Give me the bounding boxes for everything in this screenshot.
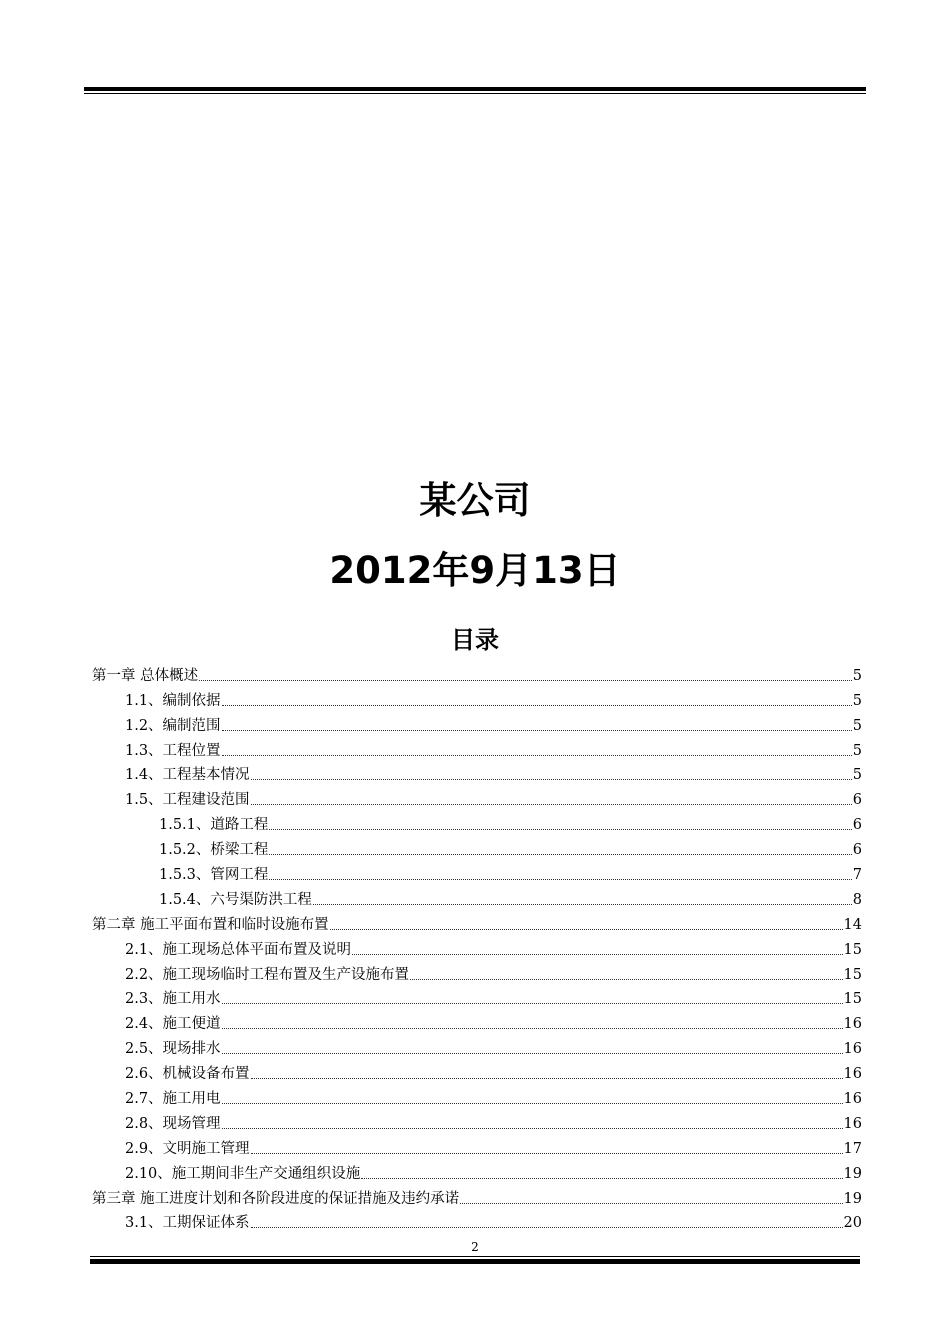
toc-entry-text: 2.4、施工便道	[125, 1016, 221, 1033]
toc-entry-page: 19	[843, 1165, 862, 1182]
toc-entry-page: 20	[843, 1215, 862, 1232]
toc-entry-page: 17	[843, 1140, 862, 1157]
toc-entry-page: 16	[843, 1041, 862, 1058]
toc-entry[interactable]	[92, 735, 862, 760]
toc-entry-page: 6	[852, 792, 862, 809]
toc-entry[interactable]	[92, 1158, 862, 1183]
toc-entry-page: 5	[852, 717, 862, 734]
page-number: 2	[471, 1240, 479, 1254]
toc-entry-text: 1.5.1、道路工程	[159, 817, 269, 834]
toc-entry-page: 5	[852, 667, 862, 684]
toc-leader-dots	[222, 755, 852, 756]
toc-entry-page: 5	[852, 742, 862, 759]
toc-entry-text: 1.5.2、桥梁工程	[159, 842, 269, 859]
toc-entry[interactable]	[92, 1008, 862, 1033]
toc-entry-page: 16	[843, 1115, 862, 1132]
toc-entry-text: 1.5、工程建设范围	[125, 792, 250, 809]
toc-leader-dots	[269, 879, 851, 880]
toc-leader-dots	[251, 779, 852, 780]
toc-entry-text: 2.9、文明施工管理	[125, 1140, 250, 1157]
toc-leader-dots	[222, 1053, 843, 1054]
toc-entry-text: 2.8、现场管理	[125, 1115, 221, 1132]
toc-entry-page: 15	[843, 991, 862, 1008]
header-rule	[84, 87, 866, 94]
toc-entry[interactable]	[92, 685, 862, 710]
toc-leader-dots	[251, 804, 852, 805]
toc-entry[interactable]	[92, 1058, 862, 1083]
toc-leader-dots	[251, 1078, 843, 1079]
toc-entry-text: 2.3、施工用水	[125, 991, 221, 1008]
footer-rule	[90, 1256, 860, 1264]
toc-leader-dots	[361, 1178, 842, 1179]
toc-entry-text: 2.7、施工用电	[125, 1091, 221, 1108]
toc-entry-text: 1.5.3、管网工程	[159, 867, 269, 884]
toc-entry[interactable]	[92, 809, 862, 834]
toc-entry[interactable]	[92, 1033, 862, 1058]
document-date: 2012年9月13日	[329, 549, 621, 592]
toc-leader-dots	[460, 1203, 842, 1204]
toc-entry-text: 1.2、编制范围	[125, 717, 221, 734]
toc-entry-page: 6	[852, 817, 862, 834]
toc-leader-dots	[251, 1227, 843, 1228]
toc-entry[interactable]	[92, 859, 862, 884]
toc-entry-text: 1.1、编制依据	[125, 692, 221, 709]
toc-leader-dots	[222, 1128, 843, 1129]
toc-leader-dots	[410, 979, 842, 980]
toc-entry-text: 第三章 施工进度计划和各阶段进度的保证措施及违约承诺	[92, 1190, 460, 1207]
toc-entry[interactable]	[92, 959, 862, 984]
toc-leader-dots	[222, 1028, 843, 1029]
toc-leader-dots	[199, 680, 852, 681]
toc-leader-dots	[222, 1103, 843, 1104]
company-name: 某公司	[419, 479, 531, 522]
toc-entry-text: 2.2、施工现场临时工程布置及生产设施布置	[125, 966, 410, 983]
toc-entry-page: 16	[843, 1066, 862, 1083]
toc-entry-page: 6	[852, 842, 862, 859]
toc-entry-text: 第二章 施工平面布置和临时设施布置	[92, 916, 329, 933]
toc-leader-dots	[330, 929, 843, 930]
toc-entry-page: 16	[843, 1091, 862, 1108]
toc-entry-page: 14	[843, 916, 862, 933]
toc-entry-text: 3.1、工期保证体系	[125, 1215, 250, 1232]
toc-title: 目录	[451, 626, 499, 654]
toc-entry-page: 19	[843, 1190, 862, 1207]
toc-entry[interactable]	[92, 760, 862, 785]
toc-entry-text: 2.1、施工现场总体平面布置及说明	[125, 941, 352, 958]
toc-entry-page: 5	[852, 692, 862, 709]
toc-entry[interactable]	[92, 1183, 862, 1208]
toc-entry-text: 1.5.4、六号渠防洪工程	[159, 891, 312, 908]
toc-entry[interactable]	[92, 1083, 862, 1108]
toc-entry[interactable]	[92, 710, 862, 735]
toc-entry-text: 1.3、工程位置	[125, 742, 221, 759]
toc-entry-text: 第一章 总体概述	[92, 667, 199, 684]
toc-leader-dots	[222, 730, 852, 731]
toc-entry-page: 16	[843, 1016, 862, 1033]
toc-entry[interactable]	[92, 660, 862, 685]
toc-leader-dots	[251, 1153, 843, 1154]
toc-entry[interactable]	[92, 1133, 862, 1158]
toc-leader-dots	[352, 954, 842, 955]
toc-entry[interactable]	[92, 884, 862, 909]
toc-entry[interactable]	[92, 1208, 862, 1233]
toc-entry-text: 1.4、工程基本情况	[125, 767, 250, 784]
toc-leader-dots	[269, 854, 851, 855]
toc-entry[interactable]	[92, 784, 862, 809]
toc-entry-text: 2.10、施工期间非生产交通组织设施	[125, 1165, 361, 1182]
toc-entry-text: 2.6、机械设备布置	[125, 1066, 250, 1083]
toc-entry[interactable]	[92, 984, 862, 1009]
toc-entry[interactable]	[92, 909, 862, 934]
toc-entry-text: 2.5、现场排水	[125, 1041, 221, 1058]
toc-leader-dots	[222, 705, 852, 706]
toc-entry-page: 8	[852, 891, 862, 908]
toc-leader-dots	[313, 904, 852, 905]
toc-entry[interactable]	[92, 834, 862, 859]
toc-entry[interactable]	[92, 934, 862, 959]
toc-entry-page: 15	[843, 941, 862, 958]
toc-entry-page: 5	[852, 767, 862, 784]
toc-leader-dots	[222, 1003, 843, 1004]
table-of-contents	[92, 660, 862, 1232]
toc-entry-page: 15	[843, 966, 862, 983]
toc-entry-page: 7	[852, 867, 862, 884]
toc-entry[interactable]	[92, 1108, 862, 1133]
toc-leader-dots	[269, 829, 851, 830]
